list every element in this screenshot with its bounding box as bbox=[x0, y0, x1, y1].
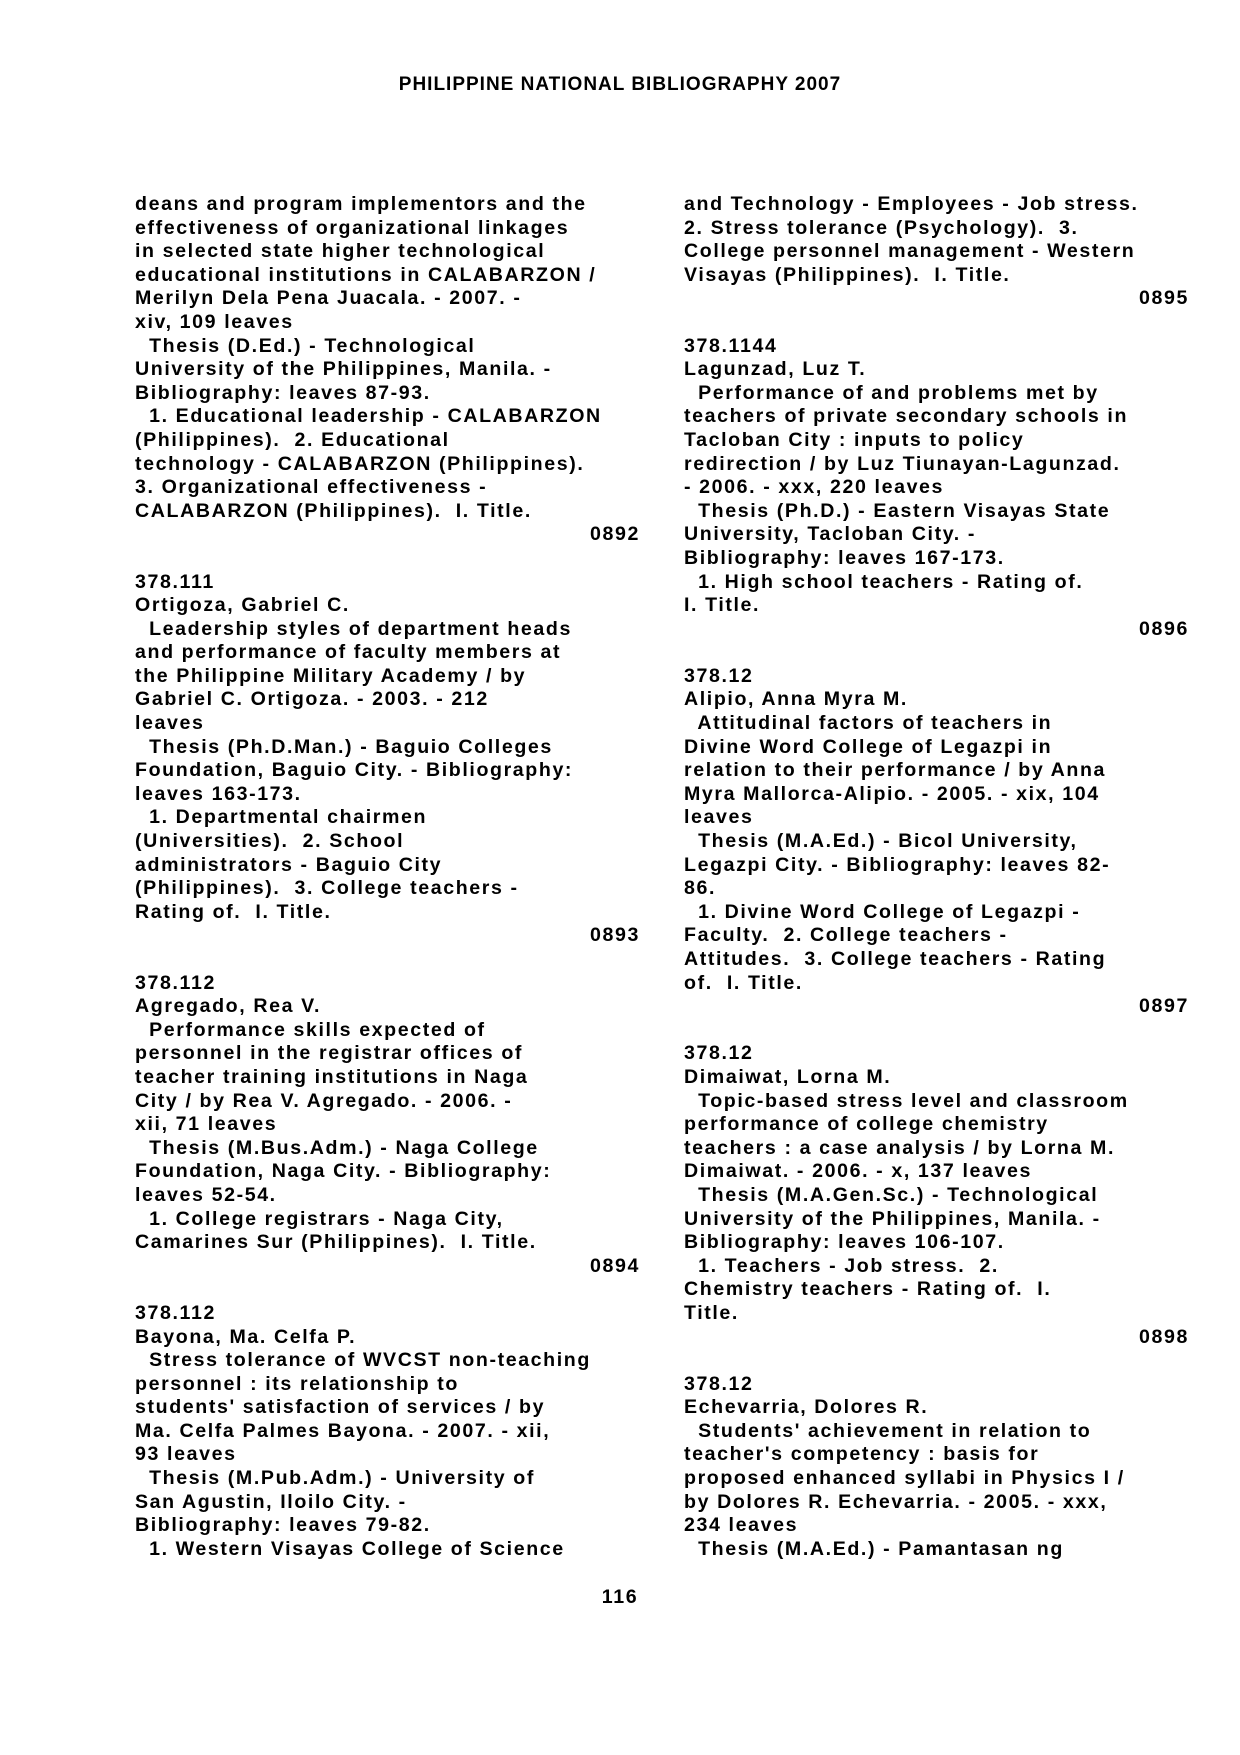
record-line: Rating of. I. Title. bbox=[135, 900, 332, 923]
record-line: Myra Mallorca-Alipio. - 2005. - xix, 104 bbox=[684, 782, 1100, 805]
left-column bbox=[135, 193, 640, 1561]
record-line: Thesis (M.Pub.Adm.) - University of bbox=[135, 1467, 535, 1490]
bibliography-record bbox=[135, 972, 640, 1279]
record-line: Thesis (M.A.Gen.Sc.) - Technological bbox=[684, 1183, 1099, 1206]
record-line: administrators - Baguio City bbox=[135, 853, 443, 876]
record-line: San Agustin, Iloilo City. - bbox=[135, 1490, 407, 1513]
record-line: Thesis (M.A.Ed.) - Pamantasan ng bbox=[684, 1537, 1064, 1560]
record-number: 0894 bbox=[590, 1254, 640, 1277]
record-line: College personnel management - Western bbox=[684, 240, 1136, 263]
record-line: CALABARZON (Philippines). I. Title. bbox=[135, 499, 532, 522]
record-line: students' satisfaction of services / by bbox=[135, 1396, 546, 1419]
record-line: University of the Philippines, Manila. - bbox=[684, 1207, 1101, 1230]
record-line: Bibliography: leaves 106-107. bbox=[684, 1231, 1005, 1254]
record-line: City / by Rea V. Agregado. - 2006. - bbox=[135, 1089, 513, 1112]
record-line: 1. Western Visayas College of Science bbox=[135, 1537, 565, 1560]
record-line: Echevarria, Dolores R. bbox=[684, 1396, 929, 1419]
record-line: deans and program implementors and the bbox=[135, 193, 587, 215]
record-line: 1. Divine Word College of Legazpi - bbox=[684, 900, 1081, 923]
record-line: Merilyn Dela Pena Juacala. - 2007. - bbox=[135, 287, 522, 310]
record-line: and performance of faculty members at bbox=[135, 641, 562, 664]
record-gap bbox=[684, 1349, 1189, 1373]
record-number: 0893 bbox=[590, 924, 640, 947]
record-number: 0892 bbox=[590, 523, 640, 546]
record-line: Tacloban City : inputs to policy bbox=[684, 428, 1025, 451]
record-line: of. I. Title. bbox=[684, 971, 803, 994]
record-line: 378.112 bbox=[135, 1301, 216, 1324]
record-line: Thesis (Ph.D.) - Eastern Visayas State bbox=[684, 499, 1111, 522]
record-line: personnel : its relationship to bbox=[135, 1372, 459, 1395]
record-line: 3. Organizational effectiveness - bbox=[135, 476, 488, 499]
record-line: Thesis (D.Ed.) - Technological bbox=[135, 334, 476, 357]
record-line: relation to their performance / by Anna bbox=[684, 759, 1107, 782]
record-line: the Philippine Military Academy / by bbox=[135, 664, 527, 687]
record-line: Thesis (M.Bus.Adm.) - Naga College bbox=[135, 1136, 539, 1159]
record-line: (Philippines). 2. Educational bbox=[135, 428, 450, 451]
record-number: 0895 bbox=[1139, 287, 1189, 310]
record-line: 378.12 bbox=[684, 1042, 754, 1065]
record-line: Bibliography: leaves 167-173. bbox=[684, 546, 1005, 569]
record-gap bbox=[684, 641, 1189, 665]
record-gap bbox=[135, 547, 640, 571]
record-line: (Universities). 2. School bbox=[135, 830, 405, 853]
record-line: Leadership styles of department heads bbox=[135, 617, 572, 640]
record-line: Dimaiwat. - 2006. - x, 137 leaves bbox=[684, 1160, 1032, 1183]
record-line: Camarines Sur (Philippines). I. Title. bbox=[135, 1231, 537, 1254]
bibliography-record bbox=[684, 335, 1189, 642]
record-line: teachers : a case analysis / by Lorna M. bbox=[684, 1136, 1116, 1159]
record-line: Alipio, Anna Myra M. bbox=[684, 688, 908, 711]
record-line: technology - CALABARZON (Philippines). bbox=[135, 452, 585, 475]
record-line: I. Title. bbox=[684, 594, 761, 617]
record-line: xii, 71 leaves bbox=[135, 1113, 278, 1136]
record-line: 1. College registrars - Naga City, bbox=[135, 1207, 504, 1230]
bibliography-record bbox=[684, 665, 1189, 1019]
record-line: University, Tacloban City. - bbox=[684, 523, 976, 546]
record-line: redirection / by Luz Tiunayan-Lagunzad. bbox=[684, 452, 1121, 475]
record-line: Dimaiwat, Lorna M. bbox=[684, 1065, 892, 1088]
record-gap bbox=[135, 1278, 640, 1302]
record-line: Attitudinal factors of teachers in bbox=[684, 712, 1053, 735]
page-header: PHILIPPINE NATIONAL BIBLIOGRAPHY 2007 bbox=[398, 74, 842, 95]
record-line: personnel in the registrar offices of bbox=[135, 1042, 524, 1065]
record-line: leaves 52-54. bbox=[135, 1183, 277, 1206]
record-line: Bibliography: leaves 79-82. bbox=[135, 1514, 431, 1537]
record-line: Performance of and problems met by bbox=[684, 381, 1099, 404]
record-line: 86. bbox=[684, 877, 717, 900]
record-line: and Technology - Employees - Job stress. bbox=[684, 193, 1139, 215]
record-line: leaves bbox=[135, 712, 205, 735]
record-line: 378.1144 bbox=[684, 334, 778, 357]
record-line: 1. High school teachers - Rating of. bbox=[684, 570, 1084, 593]
record-number: 0897 bbox=[1139, 995, 1189, 1018]
record-line: 378.12 bbox=[684, 1372, 754, 1395]
record-line: proposed enhanced syllabi in Physics I / bbox=[684, 1467, 1125, 1490]
record-line: Ma. Celfa Palmes Bayona. - 2007. - xii, bbox=[135, 1419, 551, 1442]
record-line: Thesis (M.A.Ed.) - Bicol University, bbox=[684, 830, 1078, 853]
record-number: 0896 bbox=[1139, 617, 1189, 640]
record-line: Legazpi City. - Bibliography: leaves 82- bbox=[684, 853, 1111, 876]
bibliography-record bbox=[684, 193, 1189, 311]
bibliography-record bbox=[135, 193, 640, 547]
record-line: leaves 163-173. bbox=[135, 782, 302, 805]
record-line: (Philippines). 3. College teachers - bbox=[135, 877, 519, 900]
record-gap bbox=[135, 948, 640, 972]
record-line: Foundation, Naga City. - Bibliography: bbox=[135, 1160, 552, 1183]
record-line: leaves bbox=[684, 806, 754, 829]
record-line: 378.111 bbox=[135, 570, 215, 593]
record-line: Visayas (Philippines). I. Title. bbox=[684, 263, 1011, 286]
record-line: Stress tolerance of WVCST non-teaching bbox=[135, 1349, 591, 1372]
record-line: 1. Teachers - Job stress. 2. bbox=[684, 1254, 999, 1277]
record-line: Chemistry teachers - Rating of. I. bbox=[684, 1278, 1052, 1301]
record-line: in selected state higher technological bbox=[135, 240, 546, 263]
page-number: 116 bbox=[601, 1586, 639, 1608]
bibliography-record bbox=[135, 1302, 640, 1562]
record-line: 1. Educational leadership - CALABARZON bbox=[135, 405, 602, 428]
record-line: Ortigoza, Gabriel C. bbox=[135, 594, 350, 617]
record-line: teachers of private secondary schools in bbox=[684, 405, 1129, 428]
record-number: 0898 bbox=[1139, 1325, 1189, 1348]
record-line: Thesis (Ph.D.Man.) - Baguio Colleges bbox=[135, 735, 553, 758]
record-line: Topic-based stress level and classroom bbox=[684, 1089, 1129, 1112]
record-line: Divine Word College of Legazpi in bbox=[684, 735, 1053, 758]
record-line: Foundation, Baguio City. - Bibliography: bbox=[135, 759, 574, 782]
record-line: Bayona, Ma. Celfa P. bbox=[135, 1325, 357, 1348]
record-line: Title. bbox=[684, 1301, 739, 1324]
record-line: Bibliography: leaves 87-93. bbox=[135, 381, 431, 404]
record-gap bbox=[684, 311, 1189, 335]
record-line: Gabriel C. Ortigoza. - 2003. - 212 bbox=[135, 688, 489, 711]
record-line: Students' achievement in relation to bbox=[684, 1419, 1092, 1442]
record-line: - 2006. - xxx, 220 leaves bbox=[684, 476, 945, 499]
record-line: by Dolores R. Echevarria. - 2005. - xxx, bbox=[684, 1490, 1108, 1513]
record-line: 93 leaves bbox=[135, 1443, 237, 1466]
record-line: performance of college chemistry bbox=[684, 1113, 1049, 1136]
record-line: Attitudes. 3. College teachers - Rating bbox=[684, 948, 1107, 970]
bibliography-record bbox=[135, 571, 640, 949]
record-line: 378.112 bbox=[135, 971, 216, 994]
record-line: educational institutions in CALABARZON / bbox=[135, 263, 597, 286]
record-line: 2. Stress tolerance (Psychology). 3. bbox=[684, 216, 1079, 239]
record-line: xiv, 109 leaves bbox=[135, 310, 294, 333]
record-line: Performance skills expected of bbox=[135, 1018, 486, 1041]
record-line: Lagunzad, Luz T. bbox=[684, 358, 867, 381]
record-line: teacher's competency : basis for bbox=[684, 1443, 1040, 1466]
record-line: 1. Departmental chairmen bbox=[135, 806, 428, 829]
record-line: Agregado, Rea V. bbox=[135, 995, 322, 1018]
bibliography-record bbox=[684, 1042, 1189, 1349]
record-line: teacher training institutions in Naga bbox=[135, 1065, 529, 1088]
record-line: 378.12 bbox=[684, 664, 754, 687]
record-line: effectiveness of organizational linkages bbox=[135, 216, 570, 239]
record-line: Faculty. 2. College teachers - bbox=[684, 924, 1008, 947]
right-column bbox=[684, 193, 1189, 1561]
record-line: University of the Philippines, Manila. - bbox=[135, 358, 552, 381]
record-gap bbox=[684, 1019, 1189, 1043]
bibliography-record bbox=[684, 1373, 1189, 1562]
record-line: 234 leaves bbox=[684, 1514, 799, 1537]
